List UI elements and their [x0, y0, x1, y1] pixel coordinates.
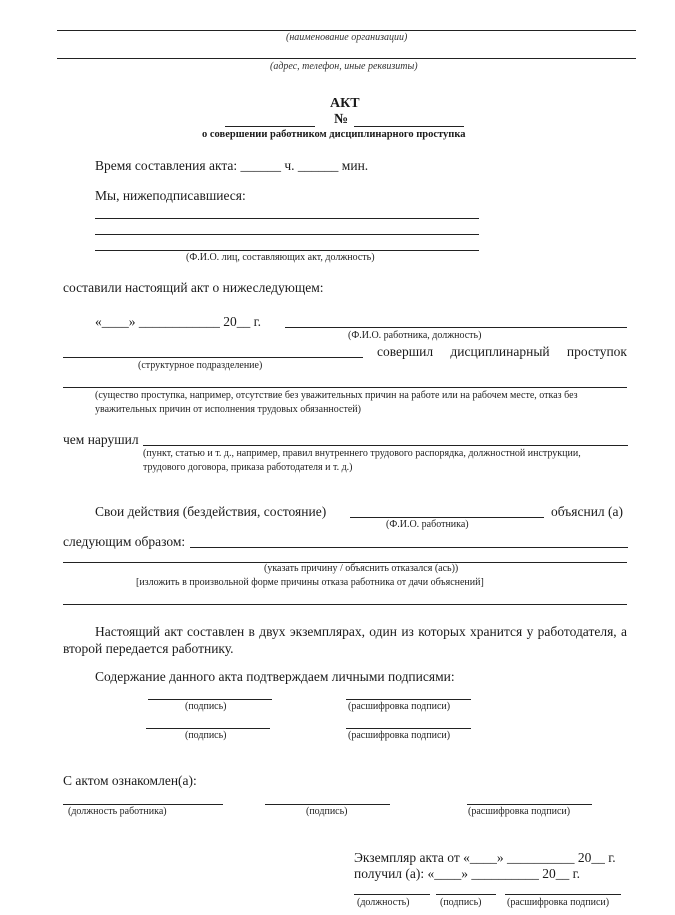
- document-title: АКТ: [330, 96, 360, 111]
- receipt-copy-text: Экземпляр акта от «____» __________ 20__ г.: [354, 850, 616, 865]
- receipt-signature-line[interactable]: [436, 894, 496, 895]
- actions-label: Свои действия (бездействия, состояние): [95, 504, 327, 519]
- acq-decode-hint: (расшифровка подписи): [468, 806, 571, 817]
- acq-decode-line[interactable]: [467, 804, 592, 805]
- acquaint-label: С актом ознакомлен(а):: [63, 773, 197, 788]
- signatory-line-1[interactable]: [95, 218, 479, 219]
- receipt-decode-hint: (расшифровка подписи): [507, 897, 610, 908]
- committed-text: совершил дисциплинарный проступок: [377, 344, 627, 359]
- signatories-hint: (Ф.И.О. лиц, составляющих акт, должность): [186, 252, 375, 263]
- decode-line-2[interactable]: [346, 728, 471, 729]
- violated-hint: (пункт, статью и т. д., например, правил внутреннего трудового распорядка, должностной инструкции, трудового договора, приказа работодателя и т. д.): [143, 448, 581, 473]
- employee-line[interactable]: [285, 327, 627, 328]
- act-number-line[interactable]: [354, 126, 464, 127]
- violated-line[interactable]: [143, 445, 628, 446]
- signature-line-2[interactable]: [146, 728, 270, 729]
- receipt-decode-line[interactable]: [505, 894, 621, 895]
- acq-position-line[interactable]: [63, 804, 223, 805]
- address-hint: (адрес, телефон, иные реквизиты): [270, 61, 418, 72]
- act-date-line[interactable]: [225, 126, 315, 127]
- signatory-line-2[interactable]: [95, 234, 479, 235]
- org-line[interactable]: [57, 30, 636, 31]
- document-subtitle: о совершении работником дисциплинарного проступка: [202, 129, 466, 140]
- org-hint: (наименование организации): [286, 32, 408, 43]
- acq-signature-line[interactable]: [265, 804, 390, 805]
- acq-signature-hint: (подпись): [306, 806, 348, 817]
- signatory-line-3[interactable]: [95, 250, 479, 251]
- reason-hint: (указать причину / объяснить отказался (ась)): [264, 563, 459, 574]
- department-line[interactable]: [63, 357, 363, 358]
- essence-hint: (существо проступка, например, отсутствие без уважительных причин на работе или на рабочем месте, отказ без уважительных причин от исполнения трудовых обязанностей): [95, 390, 578, 415]
- receipt-signature-hint: (подпись): [440, 897, 482, 908]
- explained-text: объяснил (а): [551, 504, 624, 519]
- receipt-position-hint: (должность): [357, 897, 410, 908]
- signature-hint-1: (подпись): [185, 701, 227, 712]
- composed-label: составили настоящий акт о нижеследующем:: [63, 280, 324, 295]
- address-line[interactable]: [57, 58, 636, 59]
- confirm-text: Содержание данного акта подтверждаем личными подписями:: [95, 669, 455, 684]
- decode-line-1[interactable]: [346, 699, 471, 700]
- department-hint: (структурное подразделение): [138, 360, 263, 371]
- violated-label: чем нарушил: [63, 432, 139, 447]
- employee-hint: (Ф.И.О. работника, должность): [348, 330, 482, 341]
- number-sign: №: [334, 112, 349, 127]
- signature-line-1[interactable]: [148, 699, 272, 700]
- follows-line[interactable]: [190, 547, 628, 548]
- date-line: «____» ____________ 20__ г.: [95, 314, 262, 329]
- decode-hint-1: (расшифровка подписи): [348, 701, 451, 712]
- signature-hint-2: (подпись): [185, 730, 227, 741]
- actions-line[interactable]: [350, 517, 544, 518]
- explanation-line[interactable]: [63, 604, 627, 605]
- acq-position-hint: (должность работника): [68, 806, 167, 817]
- decode-hint-2: (расшифровка подписи): [348, 730, 451, 741]
- essence-line[interactable]: [63, 387, 627, 388]
- receipt-position-line[interactable]: [354, 894, 430, 895]
- signatories-label: Мы, нижеподписавшиеся:: [95, 188, 246, 203]
- receipt-received-text: получил (а): «____» __________ 20__ г.: [354, 866, 581, 881]
- employee-name-hint: (Ф.И.О. работника): [386, 519, 469, 530]
- follows-label: следующим образом:: [63, 534, 186, 549]
- time-label: Время составления акта: ______ ч. ______ мин.: [95, 158, 369, 173]
- copies-text: Настоящий акт составлен в двух экземплярах, один из которых хранится у работодателя, а второй передается работнику.: [63, 624, 627, 656]
- refusal-hint: [изложить в произвольной форме причины отказа работника от дачи объяснений]: [136, 577, 484, 588]
